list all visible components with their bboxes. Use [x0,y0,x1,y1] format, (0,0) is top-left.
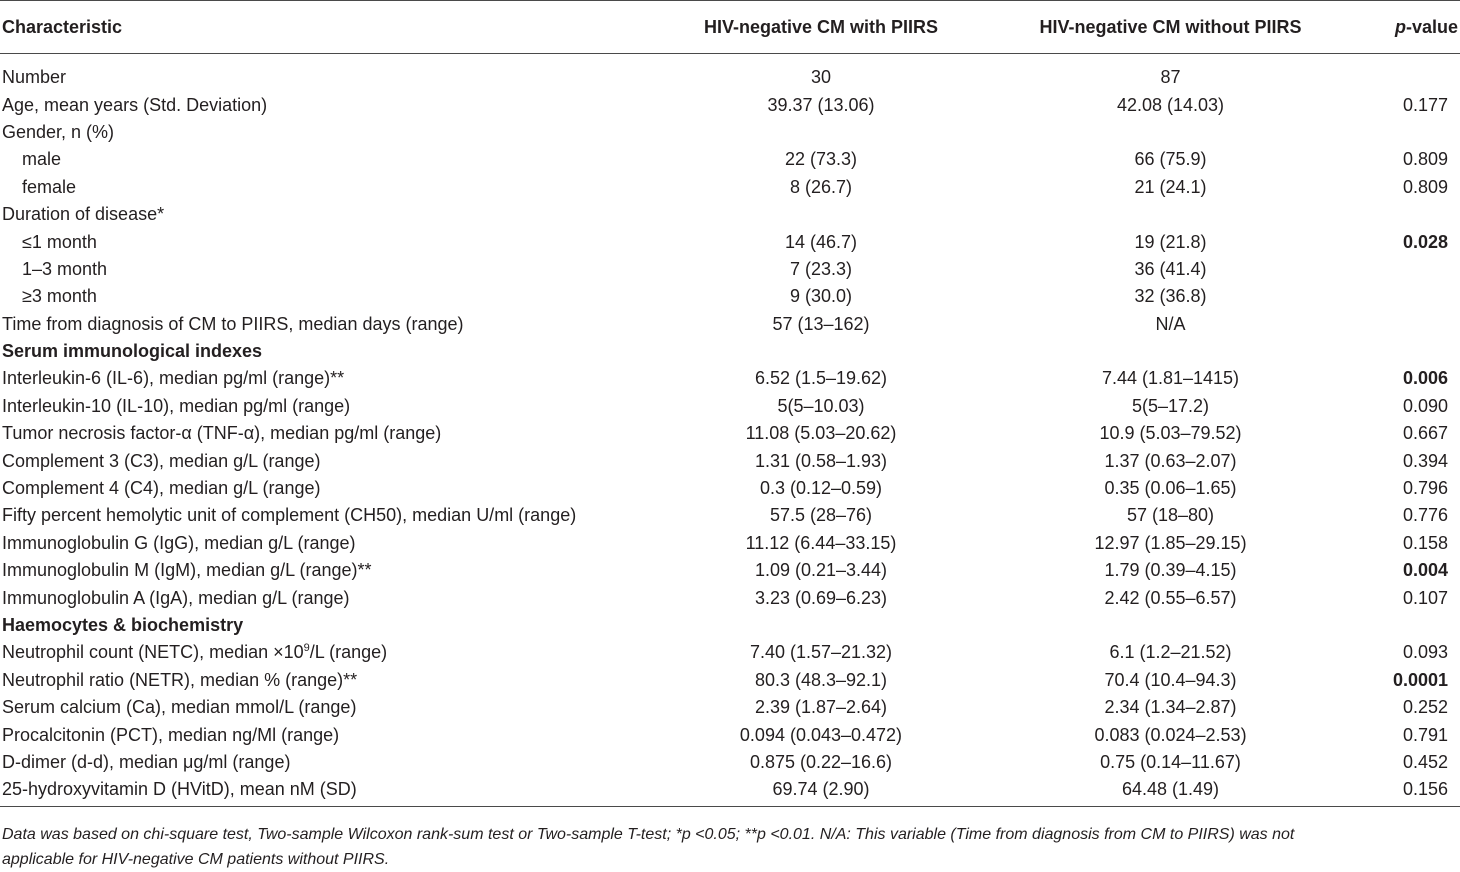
p-value: 0.156 [1339,776,1460,806]
section-heading: Serum immunological indexes [2,341,263,362]
row-label: Interleukin-10 (IL-10), median pg/ml (range) [2,395,351,416]
value-with-piirs: 80.3 (48.3–92.1) [754,669,888,690]
table-body [0,54,1460,807]
row-label: 25-hydroxyvitamin D (HVitD), mean nM (SD) [0,776,640,806]
table-row [0,502,1460,529]
value-without-piirs: 0.35 (0.06–1.65) [1104,478,1237,499]
table-row [0,283,1460,310]
row-label: Procalcitonin (PCT), median ng/Ml (range) [2,724,340,745]
value-with-piirs: 1.09 (0.21–3.44) [754,560,888,581]
p-value: 0.809 [1402,149,1448,170]
p-value: 0.796 [1402,478,1448,499]
p-value: 0.776 [1402,505,1448,526]
exponent: 9 [303,642,310,655]
value-with-piirs: 3.23 (0.69–6.23) [754,587,888,608]
p-value: 0.394 [1402,450,1448,471]
row-label: Duration of disease* [2,204,165,225]
row-label: Complement 4 (C4), median g/L (range) [2,478,321,499]
p-value: 0.809 [1402,176,1448,197]
value-with-piirs: 0.094 (0.043–0.472) [739,724,903,745]
row-label: male [22,149,62,170]
row-label: Fifty percent hemolytic unit of complement (CH50), median U/ml (range) [2,505,577,526]
table-row [0,119,1460,146]
row-label: female [22,176,77,197]
value-with-piirs: 2.39 (1.87–2.64) [754,697,888,718]
row-label: Age, mean years (Std. Deviation) [2,94,268,115]
value-with-piirs: 0.875 (0.22–16.6) [749,751,893,772]
p-value [1339,283,1460,310]
table-header [0,1,1460,54]
value-without-piirs: 66 (75.9) [1134,149,1207,170]
value-with-piirs: 8 (26.7) [789,176,853,197]
table-footnote [2,822,1458,872]
row-label: ≥3 month [22,286,97,307]
value-without-piirs: 42.08 (14.03) [1116,94,1225,115]
value-without-piirs [1002,338,1339,365]
table-row [0,64,1460,91]
value-without-piirs: 1.79 (0.39–4.15) [1104,560,1237,581]
value-without-piirs: 0.75 (0.14–11.67) [1100,751,1241,772]
value-without-piirs [1002,119,1339,146]
section-heading: Haemocytes & biochemistry [2,615,244,635]
value-with-piirs: 57 (13–162) [772,313,870,334]
value-with-piirs: 9 (30.0) [789,286,853,307]
row-label: Immunoglobulin A (IgA), median g/L (range) [2,587,350,608]
section-heading-row [0,612,1460,639]
table-row [0,557,1460,584]
value-with-piirs: 11.12 (6.44–33.15) [745,532,897,553]
header-without-piirs: HIV-negative CM without PIIRS [1002,1,1339,54]
table-row [0,584,1460,611]
table-row [0,749,1460,776]
value-without-piirs: 6.1 (1.2–21.52) [1109,642,1232,663]
value-with-piirs: 14 (46.7) [784,231,858,252]
value-without-piirs: 1.37 (0.63–2.07) [1104,450,1237,471]
p-value [1339,338,1460,365]
p-value [1339,119,1460,146]
spacer-cell [0,54,1460,65]
table-row [0,228,1460,255]
table-row [0,146,1460,173]
row-label: Immunoglobulin M (IgM), median g/L (range)** [2,560,372,581]
value-without-piirs: 7.44 (1.81–1415) [1101,368,1240,389]
row-label-tail: /L (range) [309,642,388,663]
value-with-piirs: 7.40 (1.57–21.32) [749,642,893,663]
table-row [0,311,1460,338]
table-row [0,256,1460,283]
p-value: 0.158 [1402,532,1448,553]
header-p-value [1339,1,1460,54]
value-with-piirs [640,201,1002,228]
row-label: Immunoglobulin G (IgG), median g/L (range) [2,532,356,553]
value-with-piirs: 6.52 (1.5–19.62) [754,368,888,389]
p-value-significant: 0.006 [1402,368,1448,389]
value-without-piirs: 70.4 (10.4–94.3) [1104,669,1237,690]
value-with-piirs [640,612,1002,639]
value-without-piirs: 19 (21.8) [1134,231,1207,252]
value-with-piirs [640,338,1002,365]
value-without-piirs: 2.42 (0.55–6.57) [1104,587,1237,608]
row-label: Number [2,67,67,88]
value-with-piirs: 39.37 (13.06) [767,94,875,115]
p-value: 0.791 [1402,724,1448,745]
row-label: Complement 3 (C3), median g/L (range) [2,450,321,471]
value-without-piirs: 57 (18–80) [1126,505,1215,526]
row-label: Time from diagnosis of CM to PIIRS, median days (range) [2,313,464,334]
header-row [0,1,1460,54]
value-with-piirs: 1.31 (0.58–1.93) [754,450,888,471]
table-row [0,447,1460,474]
p-value: 0.667 [1402,423,1448,444]
value-with-piirs: 22 (73.3) [784,149,858,170]
table-row [0,639,1460,666]
row-label: Serum calcium (Ca), median mmol/L (range) [2,697,357,718]
value-with-piirs [640,119,1002,146]
p-value-significant: 0.004 [1402,560,1448,581]
header-p-suffix: -value [1405,16,1458,37]
value-with-piirs: 5(5–10.03) [777,395,865,416]
value-with-piirs: 7 (23.3) [789,258,853,279]
value-without-piirs: 87 [1160,67,1181,88]
footnote-line-2: applicable for HIV-negative CM patients without PIIRS. [2,851,390,868]
row-label: Tumor necrosis factor-α (TNF-α), median pg/ml (range) [2,423,442,444]
value-without-piirs [1002,201,1339,228]
p-value: 0.090 [1402,395,1448,416]
table-row [0,91,1460,118]
row-label: Gender, n (%) [2,121,115,142]
p-value: 0.177 [1402,94,1448,115]
p-value [1339,311,1460,338]
p-value: 0.107 [1402,587,1448,608]
p-value: 0.452 [1402,751,1448,772]
p-value [1339,64,1460,91]
value-without-piirs: 32 (36.8) [1134,286,1207,307]
footnote-line-1: Data was based on chi-square test, Two-sample Wilcoxon rank-sum test or Two-sample T-test; *p <0.05; **p <0.01. N/A: This variable (Time from diagnosis from CM to PIIRS) was not [2,826,1295,843]
table-row [0,667,1460,694]
value-with-piirs: 69.74 (2.90) [640,776,1002,806]
row-label: 1–3 month [22,258,108,279]
row-label: Interleukin-6 (IL-6), median pg/ml (range)** [2,368,345,389]
table-row [0,475,1460,502]
value-without-piirs: N/A [1155,313,1186,334]
value-with-piirs: 11.08 (5.03–20.62) [745,423,897,444]
table-row [0,393,1460,420]
value-without-piirs: 0.083 (0.024–2.53) [1094,724,1247,745]
value-with-piirs: 30 [810,67,832,88]
table-row [0,365,1460,392]
value-without-piirs: 21 (24.1) [1134,176,1207,197]
p-value: 0.093 [1402,642,1448,663]
p-value-significant: 0.0001 [1392,669,1448,690]
section-heading-row [0,338,1460,365]
p-value-significant: 0.028 [1402,231,1448,252]
value-without-piirs: 2.34 (1.34–2.87) [1104,697,1237,718]
p-value: 0.252 [1402,697,1448,718]
table-row [0,721,1460,748]
row-label-text: Neutrophil count (NETC), median ×10 [2,642,304,663]
value-without-piirs: 12.97 (1.85–29.15) [1094,532,1247,553]
value-without-piirs: 64.48 (1.49) [1002,776,1339,806]
table-row [0,201,1460,228]
table-row [0,694,1460,721]
value-without-piirs: 10.9 (5.03–79.52) [1099,423,1242,444]
value-with-piirs: 57.5 (28–76) [769,505,873,526]
header-characteristic: Characteristic [0,1,640,54]
header-p-italic: p [1394,16,1406,37]
row-label [0,639,640,666]
p-value [1339,201,1460,228]
spacer-row [0,54,1460,65]
header-with-piirs: HIV-negative CM with PIIRS [640,1,1002,54]
row-label: Neutrophil ratio (NETR), median % (range)** [2,669,358,690]
table-row [0,530,1460,557]
row-label: ≤1 month [22,231,97,252]
value-without-piirs [1002,612,1339,639]
table-row [0,420,1460,447]
table-row [0,174,1460,201]
row-label: D-dimer (d-d), median μg/ml (range) [2,751,291,772]
value-with-piirs: 0.3 (0.12–0.59) [759,478,883,499]
p-value [1339,256,1460,283]
value-without-piirs: 36 (41.4) [1134,258,1207,279]
table-row [0,776,1460,806]
p-value [1339,612,1460,639]
value-without-piirs: 5(5–17.2) [1131,395,1210,416]
